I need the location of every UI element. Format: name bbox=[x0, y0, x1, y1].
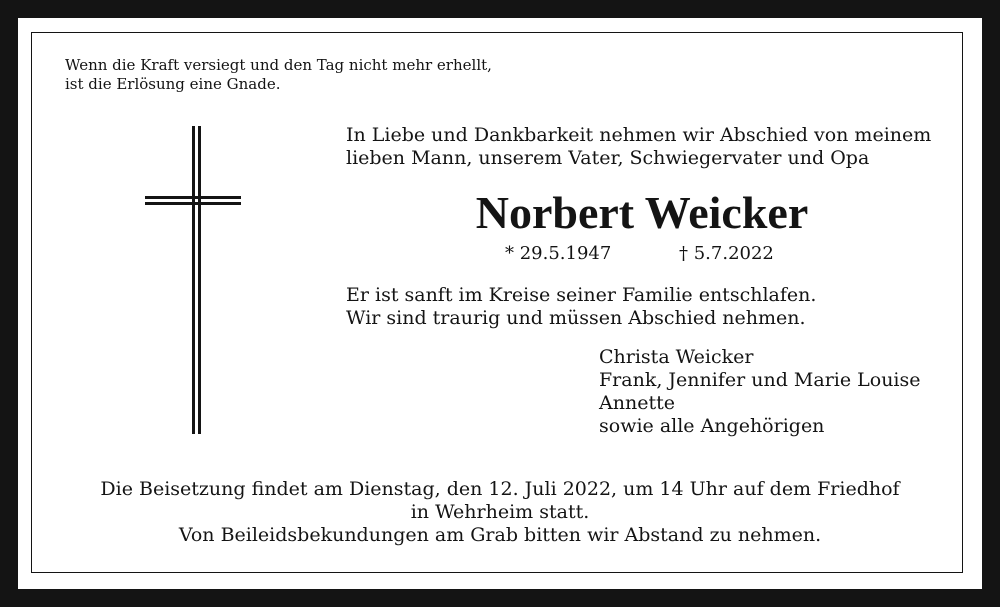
statement-text bbox=[346, 284, 816, 330]
mourner: Christa Weicker bbox=[599, 346, 754, 368]
motto bbox=[65, 56, 492, 94]
statement-line-2: Wir sind traurig und müssen Abschied nehmen. bbox=[346, 307, 806, 329]
statement-line-1: Er ist sanft im Kreise seiner Familie entschlafen. bbox=[346, 284, 817, 306]
mourners-list bbox=[599, 346, 921, 438]
funeral-line-2: in Wehrheim statt. bbox=[410, 501, 590, 523]
deceased-name: Norbert Weicker bbox=[475, 187, 809, 238]
funeral-notice bbox=[60, 478, 940, 547]
birth-date: * 29.5.1947 bbox=[505, 243, 612, 264]
mourner: Annette bbox=[599, 392, 675, 414]
death-date: † 5.7.2022 bbox=[679, 243, 774, 264]
funeral-line-1: Die Beisetzung findet am Dienstag, den 12. Juli 2022, um 14 Uhr auf dem Friedhof bbox=[100, 478, 900, 500]
intro-line-2: lieben Mann, unserem Vater, Schwiegervater und Opa bbox=[346, 147, 870, 169]
intro-text bbox=[346, 124, 931, 170]
motto-line-2: ist die Erlösung eine Gnade. bbox=[65, 75, 281, 93]
cross-icon bbox=[145, 126, 241, 434]
motto-line-1: Wenn die Kraft versiegt und den Tag nicht mehr erhellt, bbox=[65, 56, 492, 74]
intro-line-1: In Liebe und Dankbarkeit nehmen wir Abschied von meinem bbox=[346, 124, 932, 146]
mourner: Frank, Jennifer und Marie Louise bbox=[599, 369, 921, 391]
funeral-line-3: Von Beileidsbekundungen am Grab bitten wir Abstand zu nehmen. bbox=[178, 524, 822, 546]
mourner: sowie alle Angehörigen bbox=[599, 415, 825, 437]
